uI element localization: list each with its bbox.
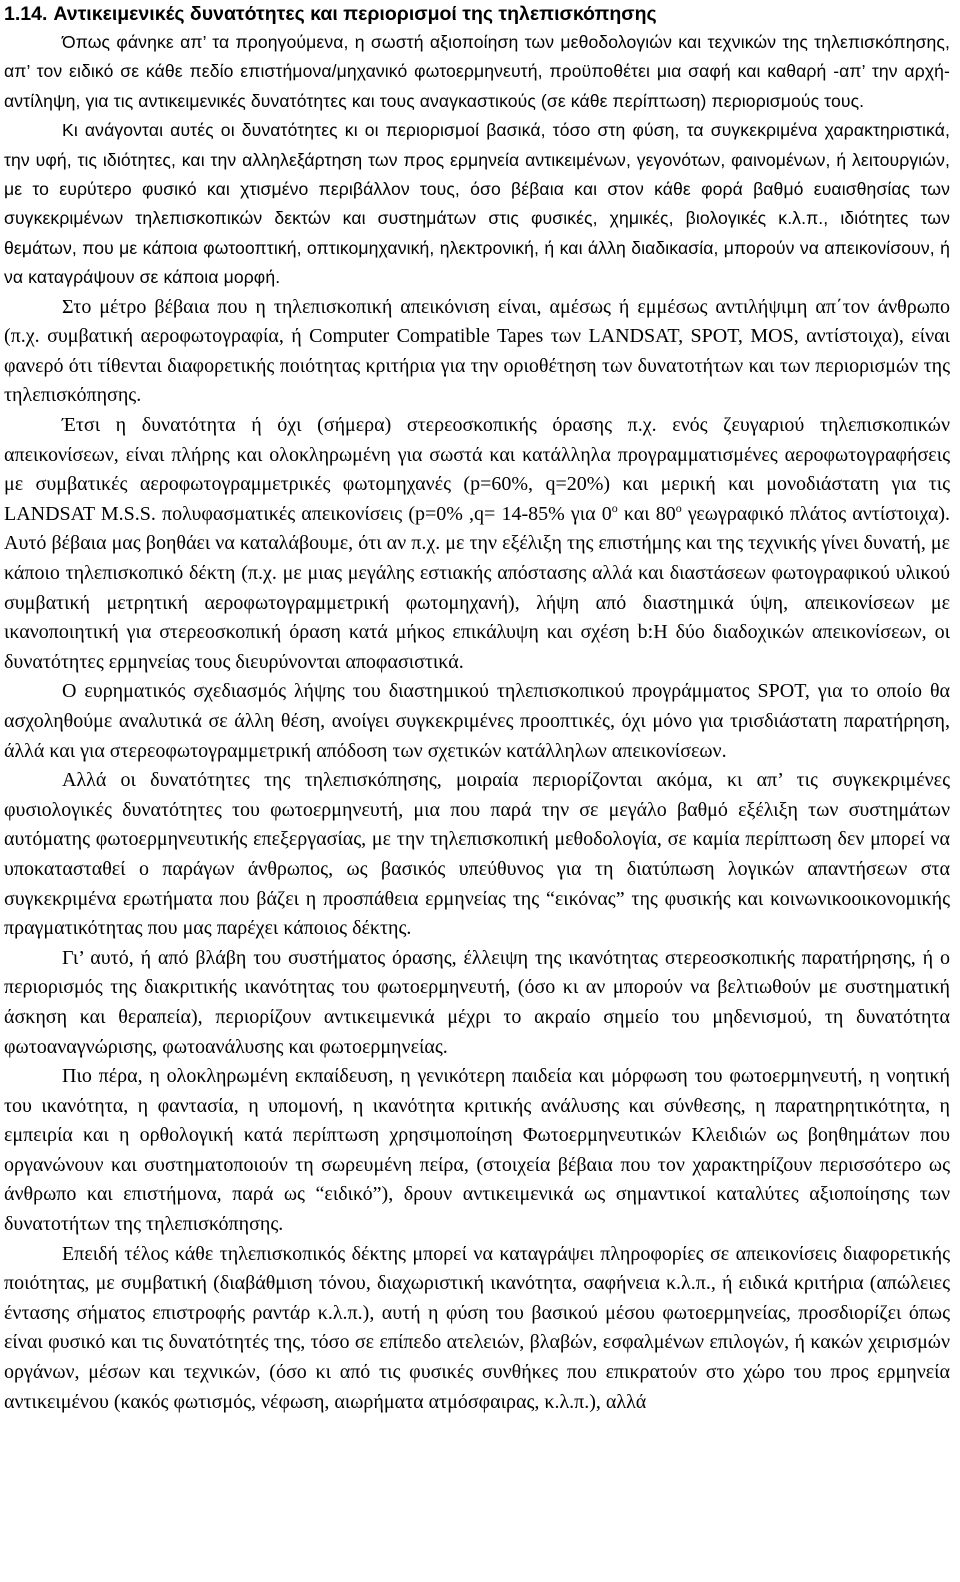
paragraph-intro: Όπως φάνηκε απ’ τα προηγούμενα, η σωστή αξιοποίηση των μεθοδολογιών και τεχνικών της τηλεπισκόπησης, απ’ τον ειδικό σε κάθε πεδίο επιστήμονα/μηχανικό φωτοερμηνευτή, προϋποθέτει μια σαφή και καθαρή -απ’ την αρχή- αντίληψη, για τις αντικειμενικές δυνατότητες και τους αναγκαστικούς (σε κάθε περίπτωση) περιορισμούς τους. (4, 32, 950, 111)
section-heading (4, 0, 950, 28)
section-title: Αντικειμενικές δυνατότητες και περιορισμοί της τηλεπισκόπησης (53, 3, 657, 25)
section-number: 1.14. (4, 3, 48, 25)
paragraph-stereoscopic-mid: και 80 (617, 502, 676, 525)
document-page (4, 0, 950, 1417)
paragraph-education: Πιο πέρα, η ολοκληρωμένη εκπαίδευση, η γενικότερη παιδεία και μόρφωση του φωτοερμηνευτή, η νοητική του ικανότητα, η φαντασία, η υπομονή, η ικανότητα κριτικής ανάλυσης και σύνθεσης, η παρατηρητικότητα, η εμπειρία και η ορθολογική κατά περίπτωση χρησιμοποίηση Φωτοερμηνευτικών Κλειδιών ως βοηθημάτων που οργανώνουν και συστηματοποιούν τη σωρευμένη πείρα, (στοιχεία βέβαια που τον χαρακτηρίζουν περισσότερο ως άνθρωπο και επιστήμονα, παρά ως “ειδικό”), δρουν αντικειμενικά ως σημαντικοί καταλύτες αξιοποίησης των δυνατοτήτων της τηλεπισκόπησης. (4, 1065, 950, 1236)
paragraph-stereoscopic (4, 411, 950, 677)
paragraph-perception: Στο μέτρο βέβαια που η τηλεπισκοπική απεικόνιση είναι, αμέσως ή εμμέσως αντιλήψιμη απ΄τον άνθρωπο (π.χ. συμβατική αεροφωτογραφία, ή Computer Compatible Tapes των LANDSAT, SPOT, MOS, αντίστοιχα), είναι φανερό ότι τίθενται διαφορετικής ποιότητας κριτήρια για την οριοθέτηση των δυνατοτήτων και των περιορισμών της τηλεπισκόπησης. (4, 295, 950, 407)
paragraph-spot: Ο ευρηματικός σχεδιασμός λήψης του διαστημικού τηλεπισκοπικού προγράμματος SPOT, για το οποίο θα ασχοληθούμε αναλυτικά σε άλλη θέση, ανοίγει συγκεκριμένες προοπτικές, όχι μόνο για τρισδιάστατη παρατήρηση, άλλά και για στερεοφωτογραμμετρική απόδοση των σχετικών κατάλληλων απεικονίσεων. (4, 680, 950, 762)
degree-superscript: o (675, 500, 682, 515)
paragraph-vision-limits: Γι’ αυτό, ή από βλάβη του συστήματος όρασης, έλλειψη της ικανότητας στερεοσκοπικής παρατήρησης, ή ο περιορισμός της διακριτικής ικανότητας του φωτοερμηνευτή, (όσο κι αν μπορούν να βελτιωθούν με συστηματική άσκηση και θεραπεία), περιορίζουν αντικειμενικά μέχρι το ακραίο σημείο του μηδενισμού, τη δυνατότητα φωτοαναγνώρισης, φωτοανάλυσης και φωτοερμηνείας. (4, 946, 950, 1058)
paragraph-stereoscopic-start: Έτσι η δυνατότητα ή όχι (σήμερα) στερεοσκοπικής όρασης π.χ. ενός ζευγαριού τηλεπισκοπικών απεικονίσεων, είναι πλήρης και ολοκληρωμένη για σωστά και κατάλληλα προγραμματισμένες αεροφωτογραφήσεις με συμβατικές αεροφωτογραμμετρικές φωτομηχανές (p=60%, q=20%) και μερική και μονοδιάστατη για τις LANDSAT M.S.S. πολυφασματικές απεικονίσεις (p=0% ,q= 14-85% για 0 (4, 414, 950, 525)
paragraph-physiology: Αλλά οι δυνατότητες της τηλεπισκόπησης, μοιραία περιορίζονται ακόμα, κι απ’ τις συγκεκριμένες φυσιολογικές δυνατότητες του φωτοερμηνευτή, μια που παρά την σε μεγάλο βαθμό εξέλιξη των συστημάτων αυτόματης φωτοερμηνευτικής επεξεργασίας, με την τηλεπισκοπική μεθοδολογία, σε καμία περίπτωση δεν μπορεί να υποκατασταθεί ο παράγων άνθρωπος, ως βασικός υπεύθυνος για τη διατύπωση λογικών απαντήσεων στα συγκεκριμένα ερωτήματα που βάζει η προσπάθεια ερμηνείας της “εικόνας” της φυσικής και κοινωνικοοικονομικής πραγματικότητας που μας παρέχει κάποιος δέκτης. (4, 769, 950, 940)
paragraph-capabilities: Κι ανάγονται αυτές οι δυνατότητες κι οι περιορισμοί βασικά, τόσο στη φύση, τα συγκεκριμένα χαρακτηριστικά, την υφή, τις ιδιότητες, και την αλληλεξάρτηση των προς ερμηνεία αντικειμένων, γεγονότων, φαινομένων, ή λειτουργιών, με το ευρύτερο φυσικό και χτισμένο περιβάλλον τους, όσο βέβαια και στον κάθε φορά βαθμό ευαισθησίας των συγκεκριμένων τηλεπισκοπικών δεκτών και συστημάτων στις φυσικές, χημικές, βιολογικές κ.λ.π., ιδιότητες των θεμάτων, που με κάποια φωτοοπτική, οπτικομηχανική, ηλεκτρονική, ή και άλλη διαδικασία, μπορούν να απεικονίσουν, ή να καταγράψουν σε κάποια μορφή. (4, 120, 950, 288)
paragraph-sensor-quality: Επειδή τέλος κάθε τηλεπισκοπικός δέκτης μπορεί να καταγράψει πληροφορίες σε απεικονίσεις διαφορετικής ποιότητας, με συμβατική (διαβάθμιση τόνου, διαχωριστική ικανότητα, σαφήνεια κ.λ.π., ή ειδικά κριτήρια (απώλειες έντασης σήματος επιστροφής ραντάρ κ.λ.π.), αυτή η φύση του βασικού μέσου φωτοερμηνείας, προσδιορίζει όπως είναι φυσικό και τις δυνατότητές της, τόσο σε επίπεδο ατελειών, βλαβών, εσφαλμένων επιλογών, ή κακών χειρισμών οργάνων, μέσων και τεχνικών, (όσο κι από τις φυσικές συνθήκες που επικρατούν στο χώρο του προς ερμηνεία αντικειμένου (κακός φωτισμός, νέφωση, αιωρήματα ατμόσφαιρας, κ.λ.π.), αλλά (4, 1242, 950, 1413)
degree-superscript: o (611, 500, 618, 515)
paragraph-stereoscopic-rest: γεωγραφικό πλάτος αντίστοιχα). Αυτό βέβαια μας βοηθάει να καταλάβουμε, ότι αν π.χ. με την εξέλιξη της επιστήμης και της τεχνικής γίνει δυνατή, με κάποιο τηλεπισκοπικό δέκτη (π.χ. με μιας μεγάλης εστιακής απόστασης αλλά και διαστάσεων φωτογραφικού υλικού συμβατική μετρητική αεροφωτογραμμετρική φωτομηχανή), λήψη από διαστημικά ύψη, απεικονίσεων με ικανοποιητική για στερεοσκοπική όραση κατά μήκος επικάλυψη και σχέση b:H δύο διαδοχικών απεικονίσεων, οι δυνατότητες ερμηνείας τους διευρύνονται αποφασιστικά. (4, 502, 950, 673)
